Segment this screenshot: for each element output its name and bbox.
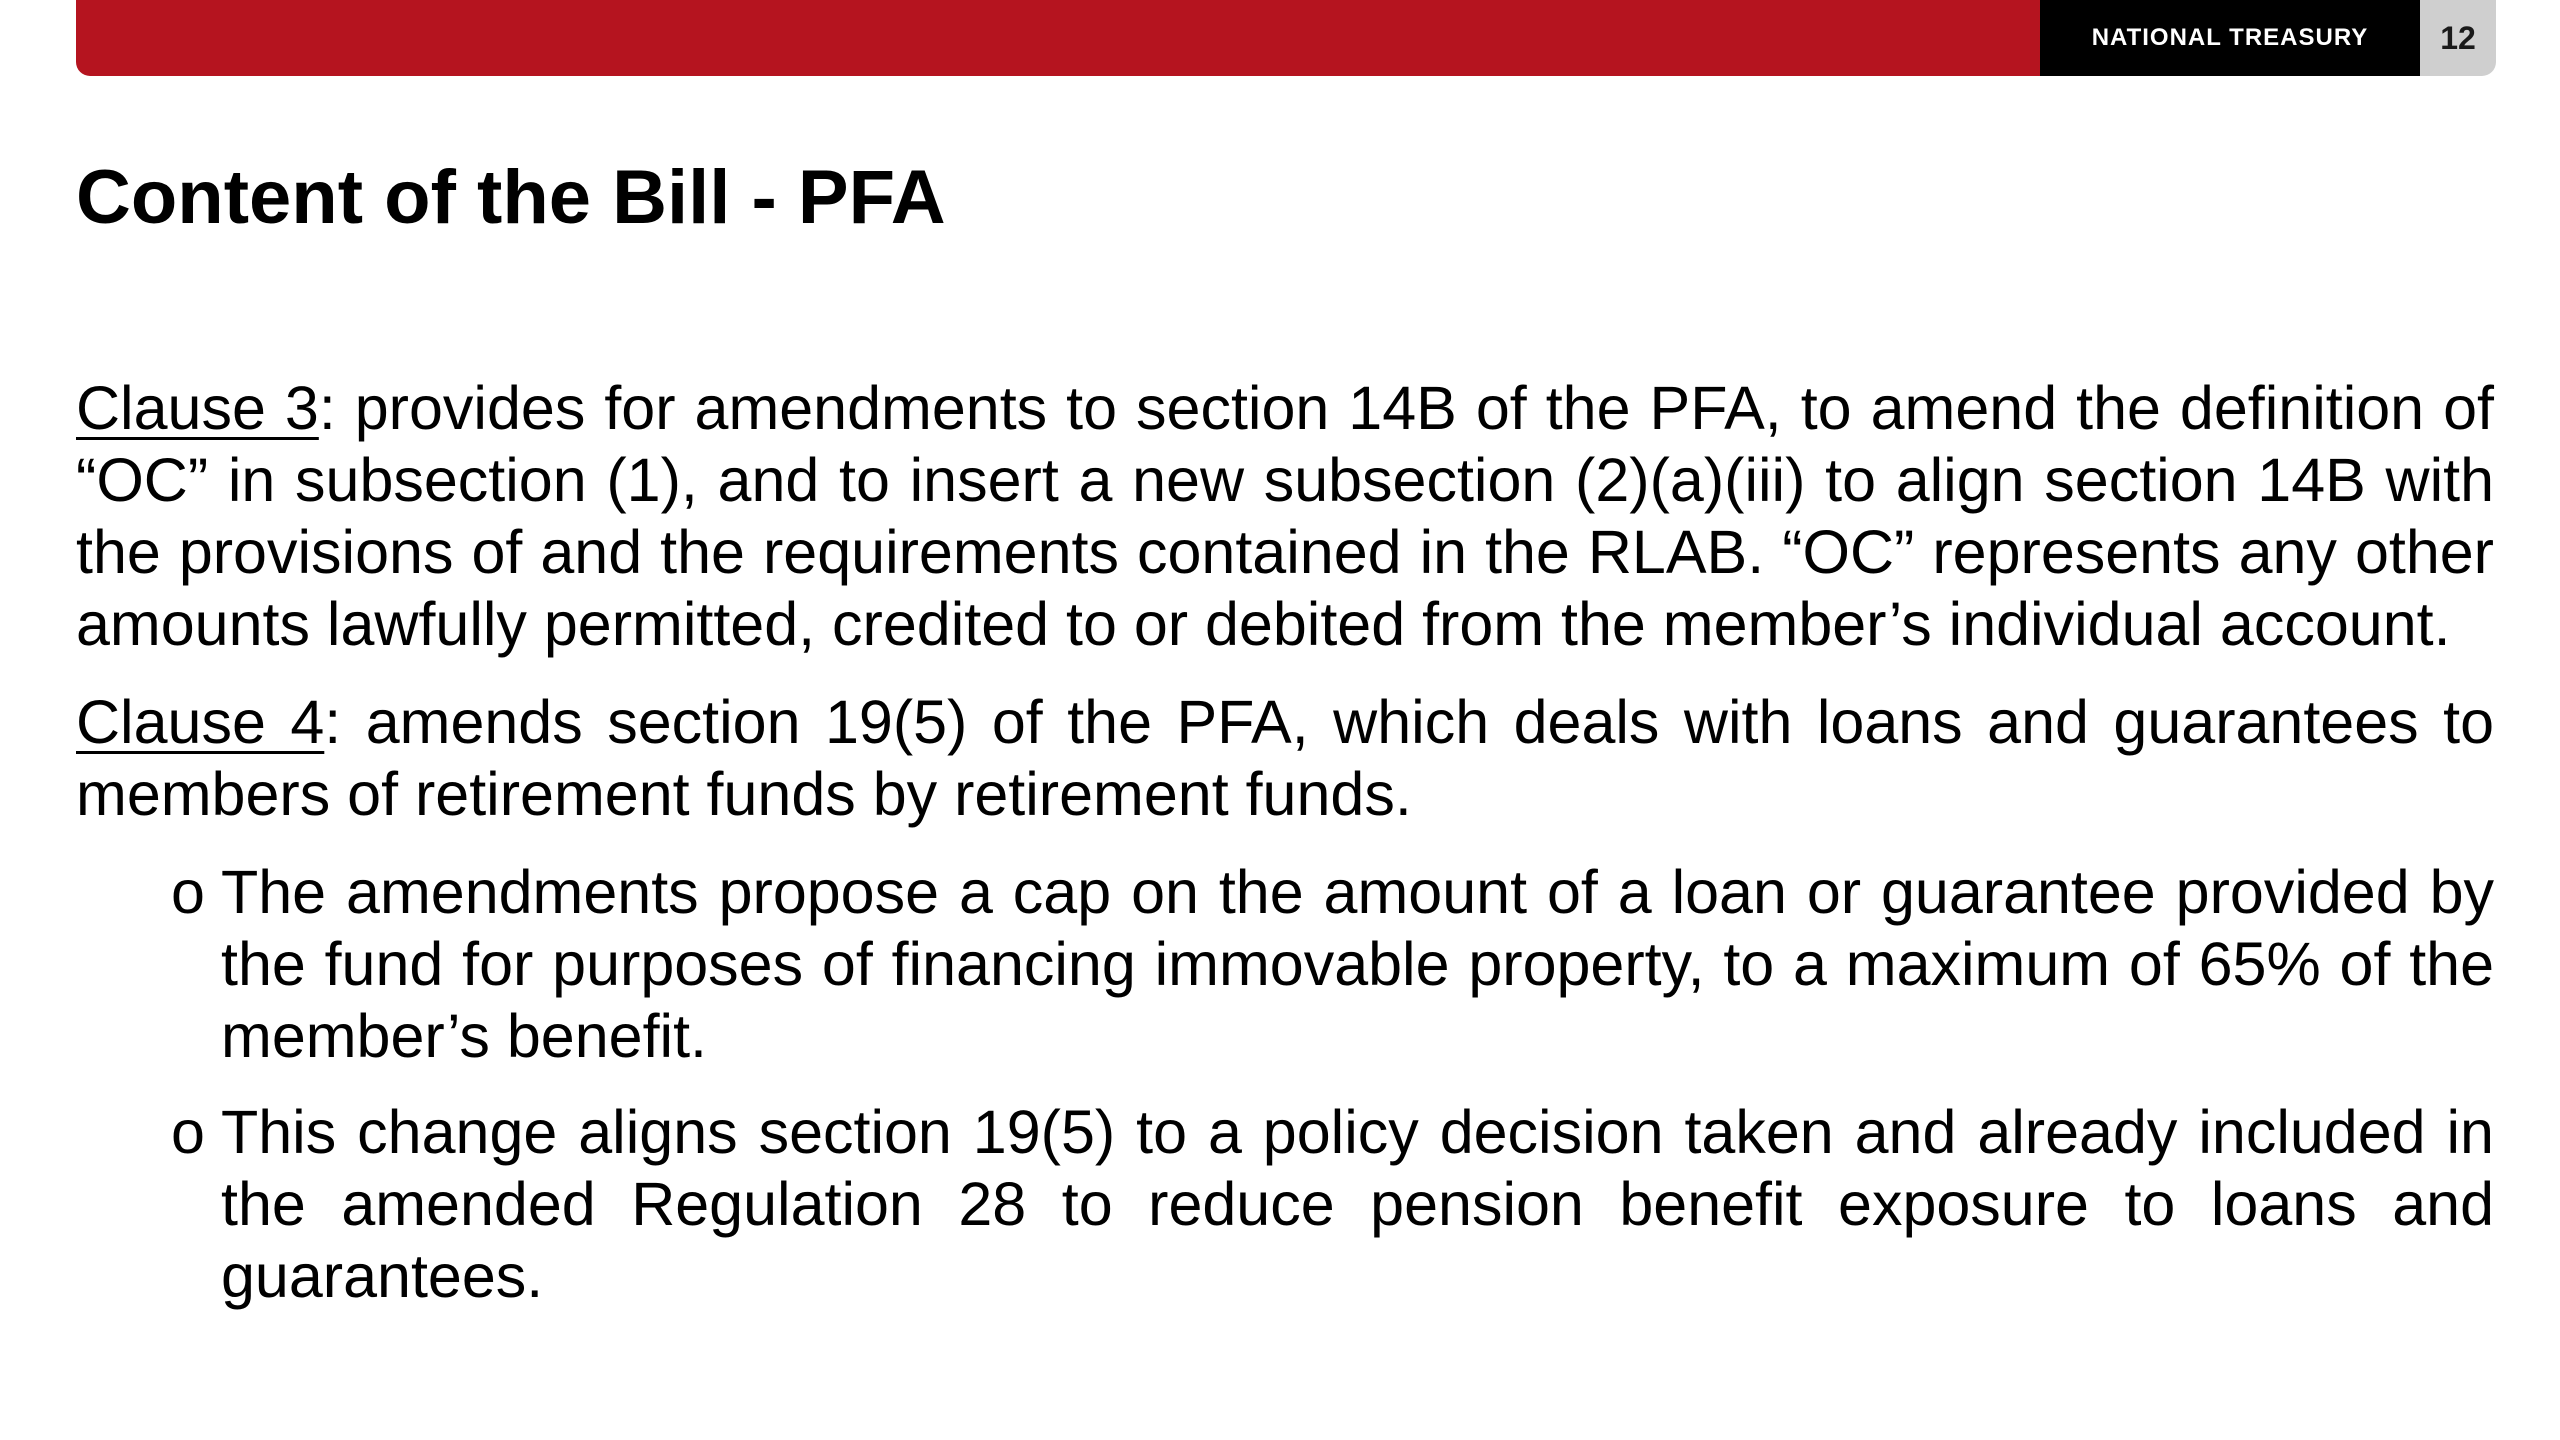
page-number: 12 bbox=[2420, 0, 2496, 76]
header-red-band bbox=[76, 0, 2040, 76]
clause-3-text: : provides for amendments to section 14B of the PFA, to amend the definition of “OC” in subsection (1), and to insert a new subsection (2)(a)(iii) to align section 14B with the provisions of and the requirements contained in the RLAB. “OC” represents any other amounts lawfully permitted, credited to or debited from the member’s individual account. bbox=[76, 374, 2494, 658]
hollow-circle-bullet-icon: o bbox=[171, 1098, 205, 1166]
clause-4-bullet-list bbox=[76, 856, 2494, 1312]
bullet-text: The amendments propose a cap on the amount of a loan or guarantee provided by the fund for purposes of financing immovable property, to a maximum of 65% of the member’s benefit. bbox=[221, 858, 2494, 1070]
clause-3-heading: Clause 3 bbox=[76, 374, 319, 442]
hollow-circle-bullet-icon: o bbox=[171, 858, 205, 926]
clause-3-paragraph bbox=[76, 372, 2494, 660]
list-item bbox=[76, 1096, 2494, 1312]
brand-label: NATIONAL TREASURY bbox=[2040, 0, 2420, 76]
bullet-text: This change aligns section 19(5) to a policy decision taken and already included in the amended Regulation 28 to reduce pension benefit exposure to loans and guarantees. bbox=[221, 1098, 2494, 1310]
slide-body bbox=[76, 372, 2494, 1336]
slide-title: Content of the Bill - PFA bbox=[76, 155, 946, 240]
header-bar bbox=[76, 0, 2496, 76]
clause-4-text: : amends section 19(5) of the PFA, which deals with loans and guarantees to members of retirement funds by retirement funds. bbox=[76, 688, 2494, 828]
clause-4-paragraph bbox=[76, 686, 2494, 830]
clause-4-heading: Clause 4 bbox=[76, 688, 325, 756]
list-item bbox=[76, 856, 2494, 1072]
